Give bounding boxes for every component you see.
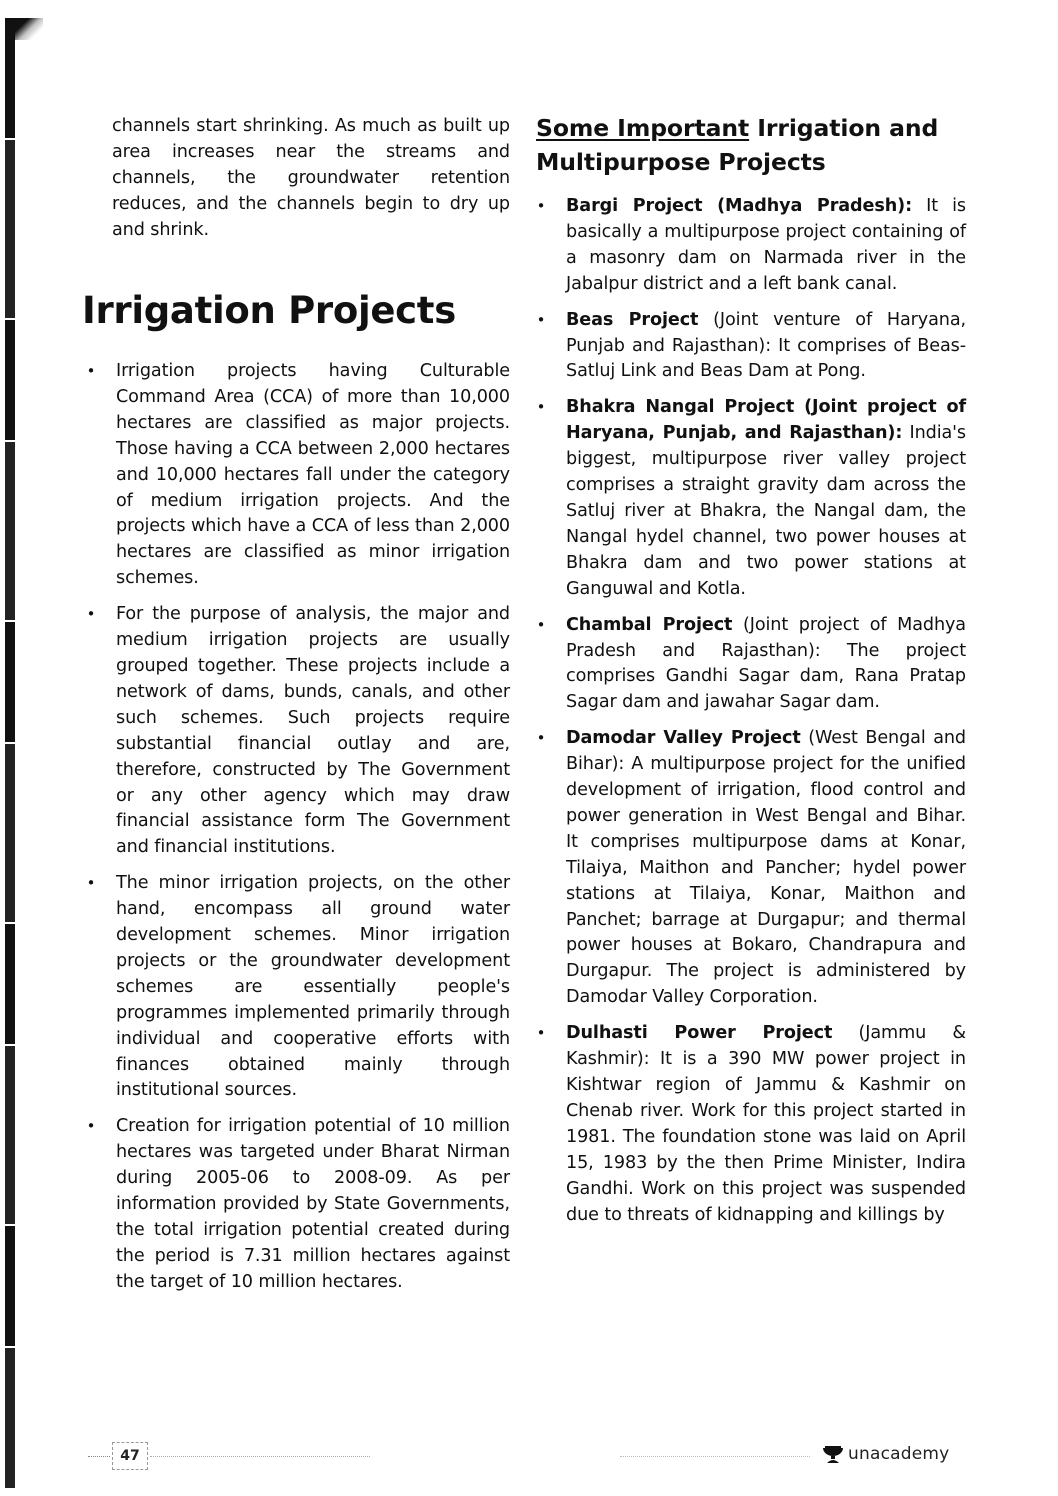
- project-item-chambal: [532, 613, 966, 717]
- project-description: (West Bengal and Bihar): A multipurpose project for the unified development of irrigation, flood control and power generation in West Bengal and Bihar. It comprises multipurpose dams at Konar, Tilaiya, Maithon and Pancher; hydel power stations at Tilaiya, Konar, Maithon and Panchet; barrage at Durgapur; and thermal power houses at Bokaro, Chandrapura and Durgapur. The project is administered by Damodar Valley Corporation.: [566, 728, 966, 1008]
- bullet-icon: •: [86, 362, 96, 380]
- project-description: (Joint venture of Haryana, Punjab and Rajasthan): It comprises of Beas-Satluj Link and Beas Dam at Pong.: [566, 309, 967, 382]
- bullet-icon: •: [86, 874, 96, 893]
- project-item-bargi: [532, 194, 966, 298]
- bullet-icon: •: [86, 605, 96, 624]
- footer-rule: [150, 1456, 370, 1457]
- bullet-icon: •: [536, 729, 546, 748]
- project-name: Damodar Valley Project: [566, 728, 801, 749]
- brand-name: unacademy: [848, 1444, 950, 1464]
- heading-rest: Irrigation and Multipurpose Projects: [536, 114, 939, 176]
- project-name: Bargi Project (Madhya Pradesh):: [566, 196, 913, 216]
- project-name: Beas Project: [566, 309, 699, 330]
- scan-corner-shadow: [5, 18, 43, 40]
- section-heading-irrigation-projects: Irrigation Projects: [82, 289, 456, 332]
- section-heading-important-projects: [536, 111, 976, 179]
- list-item: [82, 602, 510, 861]
- bullet-icon: •: [536, 1024, 546, 1043]
- project-name: Dulhasti Power Project: [566, 1023, 833, 1044]
- bullet-icon: •: [86, 1117, 96, 1136]
- footer-rule-left: [88, 1456, 110, 1457]
- list-item-text: For the purpose of analysis, the major and medium irrigation projects are usually grouped together. These projects include a network of dams, bunds, canals, and other such schemes. Such projects require substantial financial outlay and are, therefore, constructed by The Government or any other agency which may draw financial assistance form The Government and financial institutions.: [116, 604, 510, 858]
- project-name: Chambal Project: [566, 614, 733, 635]
- projects-bullet-list: [532, 194, 966, 1238]
- project-item-dulhasti: [532, 1021, 966, 1228]
- bullet-icon: •: [536, 398, 546, 417]
- project-item-damodar-valley: [532, 726, 966, 1011]
- project-description: It is basically a multipurpose project containing of a masonry dam on Narmada river in the Jabalpur district and a left bank canal.: [566, 196, 966, 294]
- intro-paragraph: channels start shrinking. As much as built up area increases near the streams and channels, the groundwater retention reduces, and the channels begin to dry up and shrink.: [112, 116, 510, 240]
- project-description: India's biggest, multipurpose river valley project comprises a straight gravity dam across the Satluj river at Bhakra, the Nangal dam, the Nangal hydel channel, two power houses at Bhakra dam and two power stations at Ganguwal and Kotla.: [566, 423, 966, 599]
- scan-edge-border: [5, 18, 15, 1488]
- irrigation-bullet-list: [82, 359, 510, 1306]
- list-item: [82, 359, 510, 592]
- heading-underlined-part: Some Important: [536, 114, 750, 142]
- bullet-icon: •: [536, 615, 546, 634]
- project-item-beas: [532, 308, 966, 386]
- page-number: 47: [112, 1442, 148, 1470]
- brand-footer: [822, 1444, 949, 1464]
- project-description: (Joint project of Madhya Pradesh and Rajasthan): The project comprises Gandhi Sagar dam, Rana Pratap Sagar dam and jawahar Sagar dam.: [566, 614, 966, 713]
- project-item-bhakra-nangal: [532, 395, 966, 602]
- bullet-icon: •: [536, 197, 546, 215]
- bullet-icon: •: [536, 310, 546, 329]
- list-item-text: Irrigation projects having Culturable Command Area (CCA) of more than 10,000 hectares are classified as major projects. Those having a CCA between 2,000 hectares and 10,000 hectares fall under the category of medium irrigation projects. And the projects which have a CCA of less than 2,000 hectares are classified as minor irrigation schemes.: [116, 361, 510, 589]
- unacademy-logo-icon: [822, 1445, 844, 1463]
- list-item: [82, 1114, 510, 1295]
- list-item-text: The minor irrigation projects, on the other hand, encompass all ground water development schemes. Minor irrigation projects or the groundwater development schemes are essentially people's programmes implemented primarily through individual and cooperative efforts with finances obtained mainly through institutional sources.: [116, 873, 510, 1101]
- list-item: [82, 871, 510, 1104]
- list-item-text: Creation for irrigation potential of 10 million hectares was targeted under Bharat Nirman during 2005-06 to 2008-09. As per information provided by State Governments, the total irrigation potential created during the period is 7.31 million hectares against the target of 10 million hectares.: [116, 1116, 510, 1292]
- footer-rule-right: [620, 1456, 810, 1457]
- project-name: Bhakra Nangal Project (Joint project of Haryana, Punjab, and Rajasthan):: [566, 397, 966, 444]
- project-description: (Jammu & Kashmir): It is a 390 MW power project in Kishtwar region of Jammu & Kashmir on Chenab river. Work for this project started in 1981. The foundation stone was laid on April 15, 1983 by the then Prime Minister, Indira Gandhi. Work on this project was suspended due to threats of kidnapping and killings by: [566, 1023, 966, 1225]
